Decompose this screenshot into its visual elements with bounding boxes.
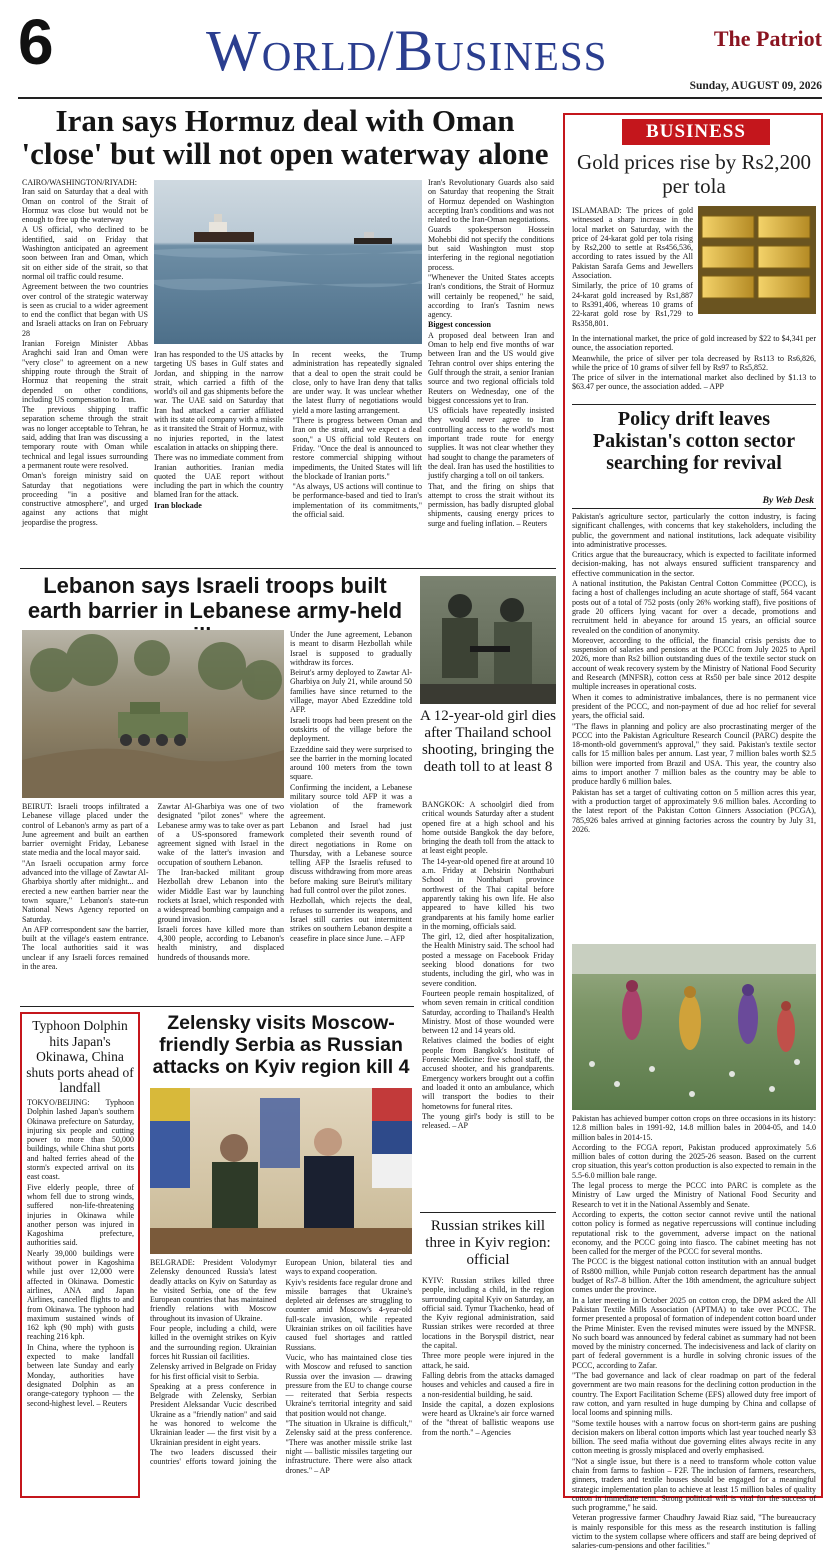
ships-illustration bbox=[154, 180, 422, 344]
leaders-illustration bbox=[150, 1088, 412, 1254]
article-kyiv: KYIV: Russian strikes killed three people, including a child, in the region surrounding capital Kyiv on Saturday, an official said. Tymur Tkachenko, head of the Kyiv regional administration, said Russian strikes were recorded at three locations in the Boryspil district, near the capital. Three more people were injured in the attack, he said. Falling debris from the attacks damaged houses and vehicles and caused a fire in a non-residential building, he said. Inside the capital, a dozen explosions were heard as Ukraine's air force warned of the "threat of ballistic weapons use from the north." – Agencies bbox=[422, 1276, 554, 1437]
article-thailand: BANGKOK: A schoolgirl died from critical wounds Saturday after a student opened fire at a high school and his home outside Bangkok the day before, bringing the death toll from the attack to at least eight people. The 14-year-old opened fire at around 10 a.m. Friday at Debsirin Nonthaburi School in Nonthaburi province northwest of the Thai capital before apparently taking his own life. He also appeared to have killed his two grandparents at his family home earlier in the morning, officials said. The girl, 12, died after hospitalization, the Health Ministry said. The school had posted a message on Facebook Friday seeking blood donations for two students, including the girl, who was in severe condition. Fourteen people remain hospitalized, of whom seven remain in critical condition Saturday, according to Thailand's Health Ministry. Most of those wounded were between 12 and 14 years old. Relatives claimed the bodies of eight people from Bangkok's Institute of Forensic Medicine: five school staff, the accused shooter, and his grandparents. Emergency workers brought out a coffin and loaded it onto an ambulance, which will transport the bodies to their hometowns for funeral rites. The young girl's body is still to be released. – AP bbox=[422, 800, 554, 1131]
article-typhoon: TOKYO/BEIJING: Typhoon Dolphin lashed Japan's southern Okinawa prefecture on Saturday, injuring six people and cutting power to more than 50,000 buildings, while China shut ports and halted ferries ahead of the storm's expected arrival on its east coast. Five elderly people, three of whom fell due to strong winds, suffered non-life-threatening injuries in Okinawa while another person was injured in Kagoshima prefecture, authorities said. Nearly 39,000 buildings were without power in Kagoshima while just over 12,000 were affected in Okinawa. Domestic airlines, ANA and Japan Airlines, cancelled flights to and from Okinawa. The typhoon had maximum sustained winds of 162 kph (90 mph) with gusts reaching 216 kph. In China, where the typhoon is expected to make landfall between late Sunday and early Monday, authorities have designated Dolphin as an orange-category typhoon — the second-highest level. – Reuters bbox=[27, 1098, 134, 1408]
article-gold-top: ISLAMABAD: The prices of gold witnessed a sharp increase in the local market on Saturday, with the price of 24-karat gold per tola rising by Rs2,200 to settle at Rs456,536, according to rates issued by the All Pakistan Sarafa Gems and Jewellers Association. Similarly, the price of 10 grams of 24-karat gold increased by Rs1,887 to Rs391,406, whereas 10 grams of 22-karat gold rose by Rs1,729 to Rs358,801. bbox=[572, 206, 693, 328]
barrier-illustration bbox=[22, 630, 284, 798]
headline-lebanon: Lebanon says Israeli troops built earth barrier in Lebanese army-held bbox=[27, 573, 403, 623]
brand-name: The Patriot bbox=[713, 26, 822, 51]
article-cotton-top: Pakistan's agriculture sector, particularly the cotton industry, is facing significant challenges, with concerns that key stakeholders, including the public, the government and national institutions, lack adequate visibility into administrative processes. Critics argue that the bureaucracy, which is expected to facilitate informed decision-making, has not always ensured sufficient transparency and effective communication in the sector. A national institution, the Pakistan Central Cotton Committee (PCCC), is facing a host of challenges including an acute shortage of staff, 564 vacant posts out of a total of 752 posts (only 26% working staff), five positions of grade 20 officers lying vacant for over a decade, promotions and recruitment held in abeyance for around 15 years, an official source revealed on the condition of anonymity. Moreover, according to the official, the financial crisis persists due to suspension of salaries and pensions at the PCCC from July 2025 to April 2026, more than Rs2 billion outstanding dues of the textile sector stuck on account of weak recovery system by the Ministry of National Food Security and Research (MNFSR), cotton cess at Rs50 per bale since 2012 despite multiple increases in operational costs. When it comes to administrative imbalances, there is no permanent vice president of the PCCC, and non-payment of due ad hoc relief for several years, the official said. "The flaws in planning and policy are also procrastinating merger of the PCCC into the Pakistan Agriculture Research Council (PARC) despite the 18-month-old government's approval," they said. Pakistan's textile sector calls for 15 million bales per annum. Last year, 7 million bales worth $2.5 billion were imported from Brazil and USA. This year, the country also aims to import another 7 million bales as the country may be able to produce hardly 6 million bales. Pakistan has set a target of cultivating cotton on 5 million acres this year, with a production target of approximately 9.6 million bales. According to the latest report of the Pakistan Cotton Ginners Association (PCGA), 785,926 bales arrived at ginning factories across the country by July 31, 2026. bbox=[572, 512, 816, 834]
byline-rule bbox=[572, 508, 816, 509]
article-cotton-bottom: Pakistan has achieved bumper cotton crops on three occasions in its history: 12.8 million bales in 1991-92, 14.8 million bales in 2004-05, and 14.0 million bales in 2014-15. According to the FCGA report, Pakistan produced approximately 5.6 million bales of cotton during the 2025-26 season. Based on the current crop situation, this year's cotton production is also expected to remain in the 5.5-6.0 million bale range. The legal process to merge the PCCC into PARC is complete as the Ministry of Law urged the Ministry of National Food Security and Research to vet it in the National Assembly and Senate. According to experts, the cotton sector cannot revive until the national cotton policy is formed as negative repercussions will continue including reputational risk to the government, adverse impact on the national economy, and the PCCC going into fiasco. The cabinet meeting has not been called for the merger of the PCCC for several months. The PCCC is the biggest national cotton institution with an annual budget of Rs800 million, while Punjab cotton research department has the annual budget of Rs7–8 billion. After the 18th amendment, the agriculture subject comes under the province. In a later meeting in October 2025 on cotton crop, the DPM asked the All Pakistan Textile Mills Association (APTMA) to take over PCCC. The former presented a proposal of formation of independent cotton board under the Prime Minister. Even the revised minutes were issued by the MNFSR. No such board was announced by federal cabinet as summary had not been moved by the ministry concerned. The indecisiveness and lack of clarity on part of federal government is a hurdle in solving chronic issues of the PCCC, according to Zafar. "The bad governance and lack of clear roadmap on part of the federal government are two main reasons for the declining cotton production in the country. The Export Facilitation Scheme (EFS) allowed duty free import of raw cotton, and yarn resulted in huge dumping by China and collapse of local looms and spinning mills. "Some textile houses with a narrow focus on short-term gains are pushing decision makers on liberal cotton imports which last year touched nearly $3 billion. The seed mafia without due governing elites always recite in any cotton meeting is grossly misplaced and overly emphasised. "Not a single issue, but there is a need to transform whole cotton value chain from farms to fashion – F2F. The inclusion of farmers, researchers, ginners, traders and textile houses should be engaged for a meaningful strategic implementation plan to achieve at least 15 million bales of quality cotton in immediate term. Strong political will is vital for the success of such programme," he said. Veteran progressive farmer Chaudhry Jawaid Riaz said, "The bureaucracy is mainly responsible for this mess as the research institution is falling victim to the system collapse where officers and staff are being deprived of salaries-cum-pensions and other facilities." bbox=[572, 1114, 816, 1551]
headline-kyiv: Russian strikes kill three in Kyiv region: official bbox=[425, 1218, 551, 1268]
headline-zelensky: Zelensky visits Moscow-friendly Serbia as Russian attacks on Kyiv region kill 4 bbox=[152, 1012, 410, 1078]
divider-gold bbox=[572, 404, 816, 405]
section-title: World/Business bbox=[206, 18, 608, 83]
masthead-rule bbox=[18, 97, 822, 99]
divider-lebanon bbox=[20, 1006, 414, 1007]
article-zelensky: BELGRADE: President Volodymyr Zelensky denounced Russia's latest deadly attacks on Kyiv on Saturday as he visited Serbia, one of the few European countries that has maintained friendly relations with Moscow throughout its invasion of Ukraine. Four people, including a child, were killed in the overnight strikes on Kyiv and the surrounding region. Ukrainian forces hit Russian oil facilities. Zelensky arrived in Belgrade on Friday for his first official visit to Serbia. Speaking at a press conference in Belgrade with Zelensky, Serbian President Aleksandar Vucic described Ukraine as a "friendly nation" and said he was honored to welcome the Ukrainian leader — the first visit by a Ukrainian president in eight years. The two leaders discussed their countries' efforts toward joining the European Union, bilateral ties and ways to expand cooperation. Kyiv's residents face regular drone and missile barrages that Ukraine's depleted air defenses are struggling to counter amid Moscow's 4-year-old full-scale invasion, while repeated Ukrainian strikes on oil facilities have caused fuel shortages and rattled Russians. Vucic, who has maintained close ties with Moscow and refused to sanction Russia over the invasion — drawing pressure from the EU to change course — reiterated that Serbia respects Ukraine's territorial integrity and said that position would not change. "The situation in Ukraine is difficult," Zelensky said at the press conference. "There was another missile strike last night — ballistic missiles targeting our infrastructure. There were also attack drones." – AP bbox=[150, 1258, 412, 1475]
photo-cotton-field bbox=[572, 944, 816, 1110]
divider-iran bbox=[20, 568, 556, 569]
police-illustration bbox=[420, 576, 556, 704]
article-iran-cols: Iran has responded to the US attacks by targeting US bases in Gulf states and Jordan, and shipping in the narrow strait, which carried a fifth of the world's oil and gas shipments before the war. The UAE said on Saturday that Iran had attacked a carrier affiliated with its state oil company with a missile as it transited the Strait of Hormuz, with no injuries reported, in the latest escalation in attacks on shipping there. There was no immediate comment from Iranian authorities. Iranian media quoted the UAE report without including the part in which the country blamed Iran for the attack. Iran blockade In recent weeks, the Trump administration has repeatedly signaled that a deal to open the strait could be close, only to have Iran deny that talks are under way. It was unclear whether the latest flurry of negotiations would yield a more lasting arrangement. "There is progress between Oman and Iran on the strait, and we expect a deal soon," a US official told Reuters on Friday. "Once the deal is announced to restore commercial shipping without impediments, the United States will lift the blockade of Iranian ports." "As always, US actions will continue to be performance-based and tied to Iran's implementation of its commitments," the official said. bbox=[154, 350, 422, 520]
photo-thai-police bbox=[420, 576, 556, 704]
photo-gold-bars bbox=[698, 206, 816, 314]
divider-thailand bbox=[420, 1212, 556, 1213]
headline-iran: Iran says Hormuz deal with Oman 'close' but will not open waterway alone bbox=[21, 103, 549, 171]
photo-lebanon-barrier bbox=[22, 630, 284, 798]
headline-gold: Gold prices rise by Rs2,200 per tola bbox=[577, 150, 811, 198]
business-label: BUSINESS bbox=[622, 119, 770, 145]
article-iran-col1: CAIRO/WASHINGTON/RIYADH: Iran said on Saturday that a deal with Oman on control of the Strait of Hormuz was close but would not be enough to free up the waterway A US official, who declined to be identified, said on Friday that Washington anticipated an agreement soon between Iran and Oman, which sit on either side of the strait, so that normal oil traffic could resume. Agreement between the two countries over control of the strategic waterway is seen as crucial to a wider agreement to end the conflict that began with US and Israeli attacks on Iran on February 28 Iranian Foreign Minister Abbas Araghchi said Iran and Oman were "very close" to agreement on a new shipping route through the Strait of Hormuz that reopening the strait depended on other conditions, including US compensation to Iran. The previous shipping traffic separation scheme through the strait was no longer acceptable to Tehran, he said, adding that Iran was discussing a temporary route with Oman while technical and legal issues surrounding a permanent route were resolved. Oman's foreign ministry said on Saturday that negotiations were proceeding "in a positive and constructive atmosphere", and urged against any actions that might jeopardise the progress. bbox=[22, 178, 148, 527]
article-lebanon-right: Under the June agreement, Lebanon is meant to disarm Hezbollah while Israel is supposed to gradually withdraw its forces. Beirut's army deployed to Zawtar Al-Gharbiya on July 21, while around 50 families have since returned to the village, mayor Abed Ezzeddine told AFP. Israeli troops had been present on the outskirts of the village before the deployment. Ezzeddine said they were surprised to see the barrier in the morning located around 100 meters from the town square. Confirming the incident, a Lebanese military source told AFP it was a violation of the framework agreement. Lebanon and Israel had just completed their seventh round of direct negotiations in Rome on Thursday, with a Lebanese source telling AFP the Israelis refused to discuss withdrawing from more areas before making sure Beirut's military had full control over the pilot zones. Hezbollah, which rejects the deal, refuses to surrender its weapons, and Israel still carries out intermittent strikes on southern Lebanon despite a ceasefire in place since June. – AFP bbox=[290, 630, 412, 943]
article-lebanon-bottom: BEIRUT: Israeli troops infiltrated a Lebanese village placed under the control of Lebanon's army as part of a June agreement and built an earthen barrier overnight Friday, Lebanese state media and the local mayor said. "An Israeli occupation army force advanced into the village of Zawtar Al-Gharbiya shortly after midnight... and erected a new earthen barrier near the town square," Lebanon's state-run National News Agency reported on Saturday. An AFP correspondent saw the barrier, built at the village's eastern entrance. The local authorities said it was unclear if any Israeli forces remained in the area. Zawtar Al-Gharbiya was one of two designated "pilot zones" where the Lebanese army was to take over as part of a US-sponsored framework agreement signed with Israel in the wake of the latter's invasion and occupation of southern Lebanon. The Iran-backed militant group Hezbollah drew Lebanon into the wider Middle East war by launching rockets at Israel, which responded with a widespread bombing campaign and a ground invasion. Israeli forces have killed more than 4,300 people, according to Lebanon's health ministry, and displaced hundreds of thousands more. bbox=[22, 802, 284, 972]
article-iran-col4: Iran's Revolutionary Guards also said on Saturday that reopening the Strait of Hormuz depended on Washington accepting Iran's conditions and was not related to the Iran-Oman negotiations. Guards spokesperson Hossein Mohebbi did not specify the conditions but said Washington must stop interfering in the regional negotiation process. "Whenever the United States accepts Iran's conditions, the Strait of Hormuz will certainly be reopened," he said, according to Iran's Tasnim news agency. Biggest concession A proposed deal between Iran and Oman to help end five months of war between Iran and the US would give Tehran control over ships entering the Gulf through the strait, a senior Iranian source and two regional officials told Reuters on Wednesday, one of the biggest concessions yet to Iran. US officials have repeatedly insisted they would never agree to Iran controlling access to the world's most important trade route for energy supplies. It was not clear whether they had sought to change the parameters of the deal. Iran has used the hostilities to justify charging a toll on oil tankers. That, and the firing on ships that attempt to cross the strait without its permission, has badly disrupted global shipments, causing energy prices to surge and fueling inflation. – Reuters bbox=[428, 178, 554, 528]
cotton-pickers-illustration bbox=[572, 944, 816, 1110]
photo-zelensky-vucic bbox=[150, 1088, 412, 1254]
gold-bars-illustration bbox=[698, 206, 816, 314]
headline-cotton: Policy drift leaves Pakistan's cotton sector searching for revival bbox=[592, 408, 796, 474]
article-gold-bottom: In the international market, the price of gold increased by $22 to $4,341 per ounce, the association reported. Meanwhile, the price of silver per tola decreased by Rs113 to Rs6,826, while the price of 10 grams of silver fell by Rs97 to Rs5,852. The price of silver in the international market also declined by $1.13 to $63.47 per ounce, the association added. – APP bbox=[572, 334, 816, 392]
headline-thailand: A 12-year-old girl dies after Thailand school shooting, bringing the death toll to at least 8 bbox=[420, 708, 556, 775]
headline-typhoon: Typhoon Dolphin hits Japan's Okinawa, China shuts ports ahead of landfall bbox=[26, 1018, 134, 1095]
byline-cotton: By Web Desk bbox=[762, 496, 814, 506]
page-number: 6 bbox=[18, 6, 54, 78]
issue-date: Sunday, AUGUST 09, 2026 bbox=[689, 80, 822, 92]
photo-tanker-ships bbox=[154, 180, 422, 344]
